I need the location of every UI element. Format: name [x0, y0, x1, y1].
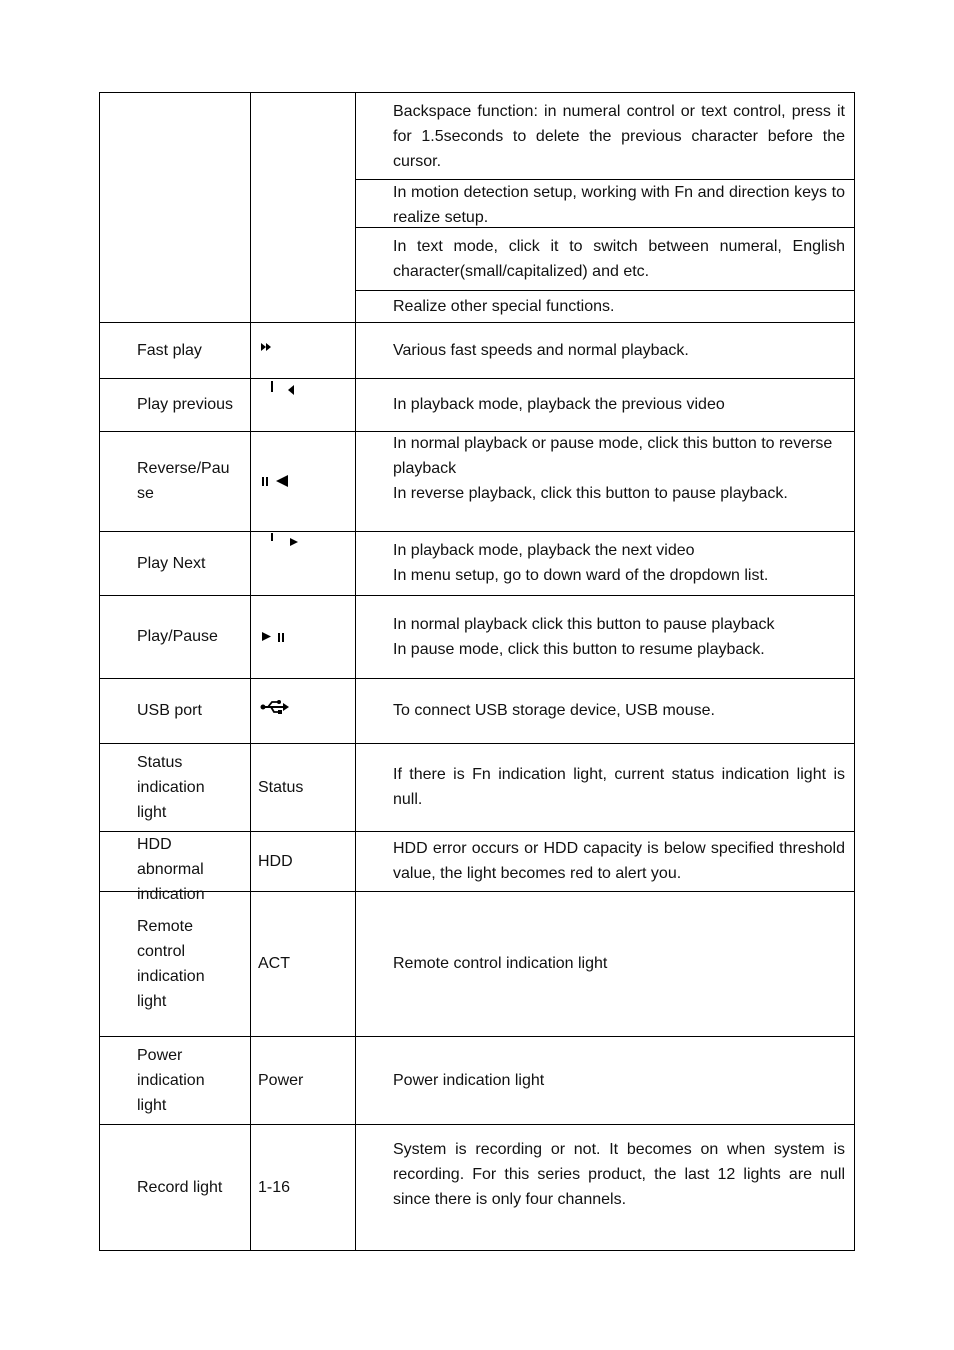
description-motion-detection: In motion detection setup, working with Fn and direction keys to realize setup. [393, 184, 845, 226]
next-track-icon [269, 533, 299, 553]
key-name-fast-play: Fast play [137, 342, 202, 359]
keys-table [99, 92, 855, 1251]
row-divider [99, 595, 855, 596]
description-play-pause [393, 612, 845, 662]
key-name-record-light: Record light [137, 1179, 223, 1196]
symbol-act: ACT [258, 955, 290, 972]
key-name-play-pause: Play/Pause [137, 628, 218, 645]
symbol-power: Power [258, 1072, 304, 1089]
row-divider [99, 322, 855, 323]
description-hdd-abnormal: HDD error occurs or HDD capacity is below specified threshold value, the light becomes red to alert you. [393, 840, 845, 882]
key-name-remote-control-light: Remote control indication light [137, 918, 205, 1010]
row-divider [99, 1036, 855, 1037]
row-divider [99, 891, 855, 892]
description-fast-play: Various fast speeds and normal playback. [393, 342, 689, 359]
description-line: In playback mode, playback the next video [393, 542, 695, 559]
description-usb-port: To connect USB storage device, USB mouse. [393, 702, 715, 719]
symbol-hdd: HDD [258, 853, 293, 870]
description-text-mode: In text mode, click it to switch between numeral, English character(small/capitalized) and etc. [393, 238, 845, 280]
description-record-light: System is recording or not. It becomes on when system is recording. For this series product, the last 12 lights are null since there is only four channels. [393, 1141, 845, 1208]
description-play-next [393, 538, 845, 588]
symbol-status: Status [258, 779, 304, 796]
row-divider [99, 378, 855, 379]
description-backspace: Backspace function: in numeral control or text control, press it for 1.5seconds to delete the previous character before the cursor. [393, 103, 845, 170]
key-name-usb-port: USB port [137, 702, 202, 719]
symbol-record-range: 1-16 [258, 1179, 291, 1196]
description-line: In normal playback or pause mode, click this button to reverse [393, 435, 833, 452]
description-reverse-pause [393, 431, 845, 506]
key-name-play-next: Play Next [137, 555, 206, 572]
key-name-hdd-abnormal: HDD abnormal indication [137, 836, 205, 903]
row-divider [99, 1124, 855, 1125]
description-special-functions: Realize other special functions. [393, 298, 615, 315]
key-name-reverse-pause: Reverse/Pau se [137, 460, 230, 502]
column-divider [250, 92, 251, 1251]
fast-forward-icon [260, 341, 274, 356]
description-power-light: Power indication light [393, 1072, 545, 1089]
description-line: In reverse playback, click this button to pause playback. [393, 485, 788, 502]
row-divider [99, 743, 855, 744]
table-border-right [854, 92, 855, 1251]
description-line: In normal playback click this button to pause playback [393, 616, 775, 633]
table-border-bottom [99, 1250, 855, 1251]
description-play-previous: In playback mode, playback the previous video [393, 396, 725, 413]
play-pause-icon [261, 629, 289, 648]
reverse-pause-icon [261, 473, 291, 493]
description-status-light: If there is Fn indication light, current status indication light is null. [393, 766, 845, 808]
description-remote-control-light: Remote control indication light [393, 955, 608, 972]
key-name-status-light: Status indication light [137, 754, 205, 821]
description-line: In pause mode, click this button to resume playback. [393, 641, 765, 658]
key-name-power-light: Power indication light [137, 1047, 205, 1114]
usb-icon [260, 699, 290, 719]
sub-row-divider [355, 290, 855, 291]
description-line: In menu setup, go to down ward of the dropdown list. [393, 567, 769, 584]
row-divider [99, 678, 855, 679]
table-border-left [99, 92, 100, 1251]
key-name-play-previous: Play previous [137, 396, 234, 413]
column-divider [355, 92, 356, 1251]
description-line: playback [393, 460, 457, 477]
table-border-top [99, 92, 855, 93]
row-divider [99, 531, 855, 532]
previous-track-icon [269, 380, 299, 404]
